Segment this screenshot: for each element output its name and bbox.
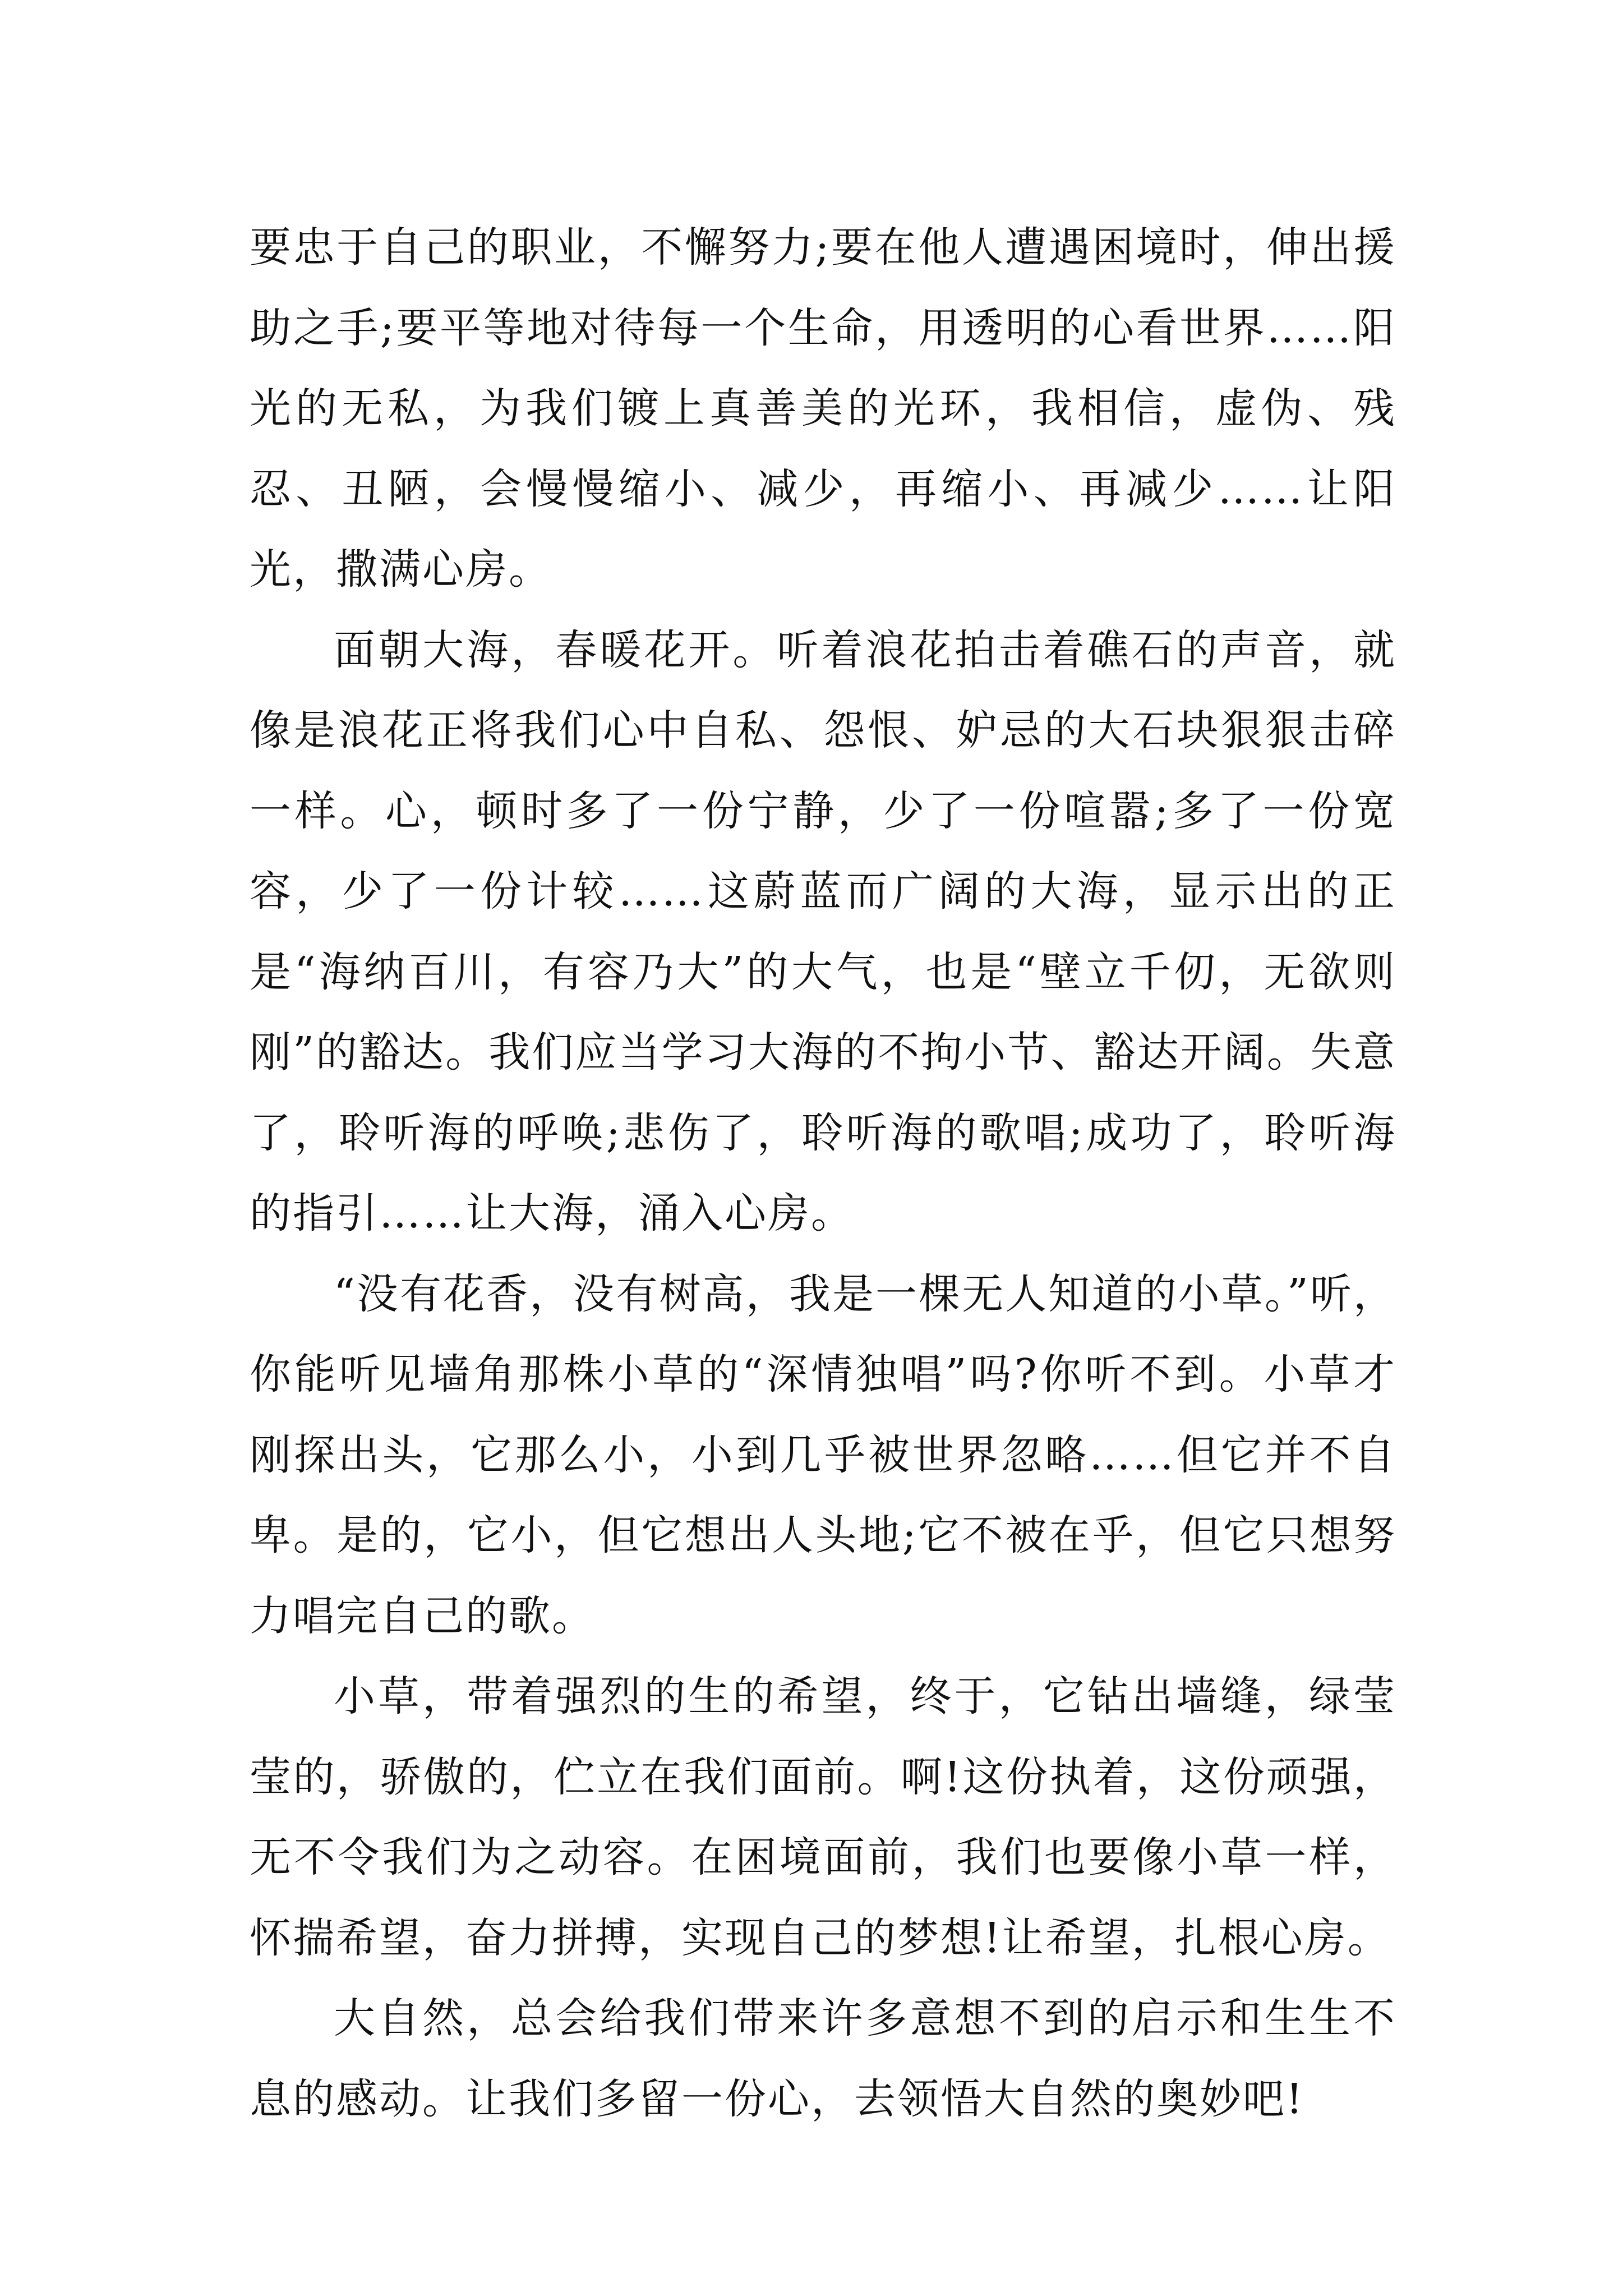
paragraph-5: 大自然，总会给我们带来许多意想不到的启示和生生不息的感动。让我们多留一份心，去领悟大自然的奥妙吧!	[250, 1994, 1396, 2123]
paragraph-2: 面朝大海，春暖花开。听着浪花拍击着礁石的声音，就像是浪花正将我们心中自私、怨恨、妒忌的大石块狠狠击碎一样。心，顿时多了一份宁静，少了一份喧嚣;多了一份宽容，少了一份计较……这蔚蓝而广阔的大海，显示出的正是“海纳百川，有容乃大”的大气，也是“壁立千仞，无欲则刚”的豁达。我们应当学习大海的不拘小节、豁达开阔。失意了，聆听海的呼唤;悲伤了，聆听海的歌唱;成功了，聆听海的指引……让大海，涌入心房。	[250, 625, 1396, 1237]
paragraph-1: 要忠于自己的职业，不懈努力;要在他人遭遇困境时，伸出援助之手;要平等地对待每一个生命，用透明的心看世界……阳光的无私，为我们镀上真善美的光环，我相信，虚伪、残忍、丑陋，会慢慢缩小、减少，再缩小、再减少……让阳光，撒满心房。	[250, 223, 1396, 593]
paragraph-3: “没有花香，没有树高，我是一棵无人知道的小草。”听，你能听见墙角那株小草的“深情独唱”吗?你听不到。小草才刚探出头，它那么小，小到几乎被世界忽略……但它并不自卑。是的，它小，但它想出人头地;它不被在乎，但它只想努力唱完自己的歌。	[250, 1269, 1396, 1640]
document-body	[250, 208, 1396, 2139]
paragraph-4: 小草，带着强烈的生的希望，终于，它钻出墙缝，绿莹莹的，骄傲的，伫立在我们面前。啊!这份执着，这份顽强，无不令我们为之动容。在困境面前，我们也要像小草一样，怀揣希望，奋力拼搏，实现自己的梦想!让希望，扎根心房。	[250, 1672, 1396, 1962]
